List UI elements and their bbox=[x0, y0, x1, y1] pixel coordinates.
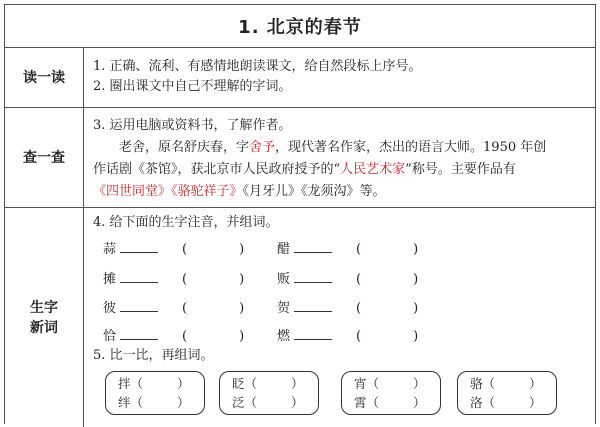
title-row bbox=[5, 5, 595, 48]
compare-close: ） bbox=[177, 395, 190, 410]
answer-blank[interactable] bbox=[120, 325, 158, 340]
char-item: 贩 bbox=[277, 272, 291, 287]
compare-char: 洛（ bbox=[470, 395, 496, 410]
answer-blank[interactable] bbox=[120, 297, 158, 312]
pinyin-paren[interactable]: ( ) bbox=[356, 329, 419, 344]
char-item: 恰 bbox=[103, 329, 117, 344]
pinyin-paren[interactable]: ( ) bbox=[182, 329, 245, 344]
lookup-question: 3. 运用电脑或资料书，了解作者。 bbox=[93, 118, 292, 133]
section-read-content bbox=[93, 57, 587, 97]
compare-box-1[interactable] bbox=[105, 371, 205, 415]
compare-box-2[interactable] bbox=[219, 371, 319, 415]
char-row bbox=[277, 268, 418, 287]
section-lookup bbox=[5, 107, 595, 208]
lookup-text-e: 人民艺术家 bbox=[340, 162, 406, 177]
answer-blank[interactable] bbox=[294, 325, 332, 340]
section-lookup-label: 查一查 bbox=[5, 107, 84, 207]
pinyin-paren[interactable]: ( ) bbox=[356, 301, 419, 316]
pinyin-paren[interactable]: ( ) bbox=[182, 272, 245, 287]
char-row bbox=[103, 268, 244, 287]
char-item: 燃 bbox=[277, 329, 291, 344]
q4-text: 4. 给下面的生字注音，并组词。 bbox=[93, 215, 279, 230]
answer-blank[interactable] bbox=[120, 238, 158, 253]
page-title: 1. 北京的春节 bbox=[238, 17, 362, 38]
lookup-line-c bbox=[93, 181, 587, 203]
q5-text: 5. 比一比，再组词。 bbox=[93, 348, 214, 363]
compare-char: 拌（ bbox=[118, 376, 144, 391]
section-newwords-label bbox=[5, 207, 84, 427]
char-row bbox=[103, 325, 244, 344]
answer-blank[interactable] bbox=[120, 268, 158, 283]
compare-char: 骆（ bbox=[470, 376, 496, 391]
pinyin-paren[interactable]: ( ) bbox=[182, 242, 245, 257]
char-item: 蒜 bbox=[103, 242, 117, 257]
pinyin-paren[interactable]: ( ) bbox=[182, 301, 245, 316]
char-row bbox=[277, 297, 418, 316]
compare-char: 泛（ bbox=[232, 395, 258, 410]
lookup-text-c: ，现代著名作家，杰出的语言大师。1950 年创 bbox=[275, 140, 547, 155]
compare-close: ） bbox=[413, 376, 426, 391]
compare-close: ） bbox=[291, 395, 304, 410]
lookup-line-a bbox=[93, 137, 587, 159]
compare-close: ） bbox=[529, 376, 542, 391]
section-lookup-content bbox=[93, 115, 587, 203]
char-row bbox=[277, 325, 418, 344]
lookup-work-1: 《四世同堂》 bbox=[93, 184, 172, 199]
answer-blank[interactable] bbox=[294, 297, 332, 312]
char-row bbox=[277, 238, 418, 257]
compare-box-3[interactable] bbox=[341, 371, 441, 415]
pinyin-paren[interactable]: ( ) bbox=[356, 272, 419, 287]
compare-char: 绊（ bbox=[118, 395, 144, 410]
compare-char: 霄（ bbox=[354, 395, 380, 410]
read-item-2: 2. 圈出课文中自己不理解的字词。 bbox=[93, 79, 292, 94]
char-item: 彼 bbox=[103, 301, 117, 316]
char-item: 贺 bbox=[277, 301, 291, 316]
compare-close: ） bbox=[291, 376, 304, 391]
char-item: 摊 bbox=[103, 272, 117, 287]
newwords-label-1: 生字 bbox=[30, 300, 58, 316]
compare-char: 宵（ bbox=[354, 376, 380, 391]
worksheet-table bbox=[4, 4, 596, 424]
compare-char: 眨（ bbox=[232, 376, 258, 391]
compare-close: ） bbox=[413, 395, 426, 410]
answer-blank[interactable] bbox=[294, 238, 332, 253]
char-row bbox=[103, 238, 244, 257]
read-item-1: 1. 正确、流利、有感情地朗读课文，给自然段标上序号。 bbox=[93, 59, 422, 74]
char-item: 醋 bbox=[277, 242, 291, 257]
compare-close: ） bbox=[177, 376, 190, 391]
compare-close: ） bbox=[529, 395, 542, 410]
section-read bbox=[5, 47, 595, 108]
compare-box-4[interactable] bbox=[457, 371, 557, 415]
section-read-label: 读一读 bbox=[5, 47, 84, 107]
answer-blank[interactable] bbox=[294, 268, 332, 283]
lookup-line-b bbox=[93, 159, 587, 181]
lookup-work-3: 《月牙儿》《龙须沟》等。 bbox=[242, 184, 386, 199]
lookup-text-a: 老舍，原名舒庆春，字 bbox=[119, 140, 250, 155]
lookup-text-f: ”称号。主要作品有 bbox=[405, 162, 516, 177]
lookup-text-b: 舍予 bbox=[249, 140, 276, 155]
char-row bbox=[103, 297, 244, 316]
lookup-text-d: 作话剧《茶馆》，获北京市人民政府授予的“ bbox=[93, 162, 341, 177]
lookup-work-2: 《骆驼祥子》 bbox=[171, 184, 243, 199]
newwords-label-2: 新词 bbox=[30, 320, 58, 336]
pinyin-paren[interactable]: ( ) bbox=[356, 242, 419, 257]
